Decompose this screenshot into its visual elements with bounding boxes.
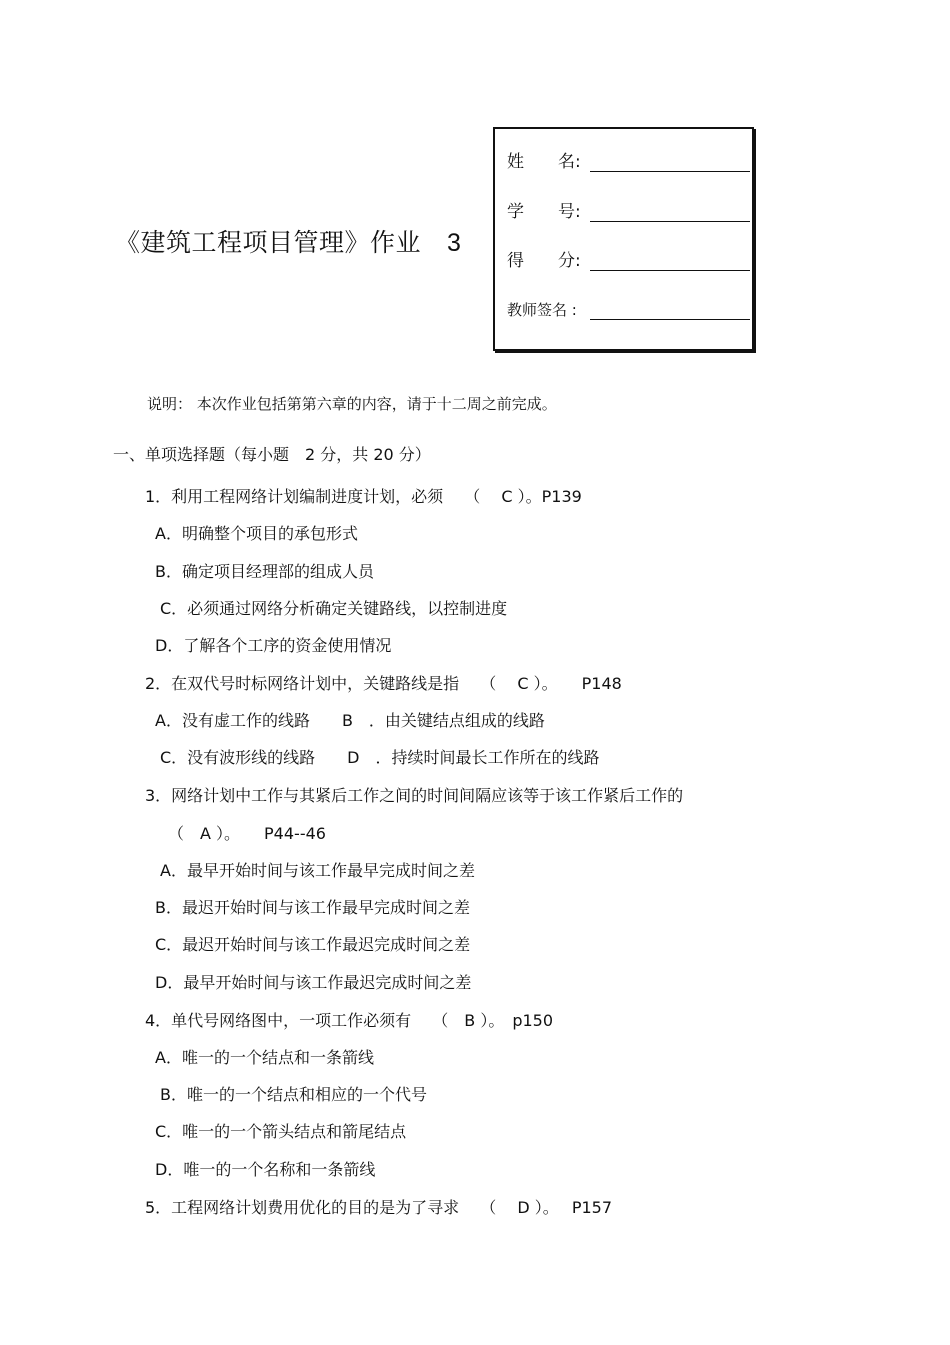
title-number: 3: [447, 229, 462, 257]
question-1-option-c: C．必须通过网络分析确定关键路线，以控制进度: [160, 599, 508, 618]
question-3-stem-continued: （ A ）。 P44--46: [168, 824, 326, 843]
question-1-option-d: D．了解各个工序的资金使用情况: [155, 636, 392, 655]
teacher-signature-label: 教师签名 :: [507, 301, 577, 319]
name-label: 姓 名:: [507, 152, 581, 172]
student-id-input-line[interactable]: [590, 221, 750, 222]
question-1-option-b: B．确定项目经理部的组成人员: [155, 562, 374, 581]
title-text: 《建筑工程项目管理》作业: [115, 228, 422, 257]
question-3-option-b: B．最迟开始时间与该工作最早完成时间之差: [155, 898, 470, 917]
question-4-option-a: A．唯一的一个结点和一条箭线: [155, 1048, 374, 1067]
teacher-signature-field: [507, 299, 583, 320]
question-4-option-c: C．唯一的一个箭头结点和箭尾结点: [155, 1122, 407, 1141]
name-input-line[interactable]: [590, 171, 750, 172]
score-input-line[interactable]: [590, 270, 750, 271]
question-5-stem: 5．工程网络计划费用优化的目的是为了寻求 （ D ）。 P157: [145, 1198, 613, 1217]
question-1-stem: 1．利用工程网络计划编制进度计划，必须 （ C ）。P139: [145, 487, 582, 506]
question-2-options-row-1: A．没有虚工作的线路 B ．由关键结点组成的线路: [155, 711, 545, 730]
question-3-stem: 3．网络计划中工作与其紧后工作之间的时间间隔应该等于该工作紧后工作的: [145, 786, 684, 805]
name-field: [507, 147, 583, 172]
student-id-field: [507, 197, 583, 222]
question-4-option-b: B．唯一的一个结点和相应的一个代号: [160, 1085, 427, 1104]
student-info-box: [493, 127, 754, 351]
score-label: 得 分:: [507, 251, 581, 271]
question-3-option-c: C．最迟开始时间与该工作最迟完成时间之差: [155, 935, 471, 954]
teacher-signature-input-line[interactable]: [590, 319, 750, 320]
document-title: [115, 223, 461, 259]
question-3-option-d: D．最早开始时间与该工作最迟完成时间之差: [155, 973, 472, 992]
question-1-option-a: A．明确整个项目的承包形式: [155, 524, 358, 543]
question-3-option-a: A．最早开始时间与该工作最早完成时间之差: [160, 861, 475, 880]
question-2-options-row-2: C．没有波形线的线路 D ．持续时间最长工作所在的线路: [160, 748, 600, 767]
question-2-stem: 2．在双代号时标网络计划中，关键路线是指 （ C ）。 P148: [145, 674, 622, 693]
score-field: [507, 246, 583, 271]
question-4-option-d: D．唯一的一个名称和一条箭线: [155, 1160, 376, 1179]
student-id-label: 学 号:: [507, 202, 581, 222]
section-title: 一、单项选择题（每小题 2 分，共 20 分）: [113, 445, 431, 464]
question-4-stem: 4．单代号网络图中，一项工作必须有 （ B ）。 p150: [145, 1011, 554, 1030]
instructions-note: 说明： 本次作业包括第第六章的内容，请于十二周之前完成。: [147, 395, 557, 413]
